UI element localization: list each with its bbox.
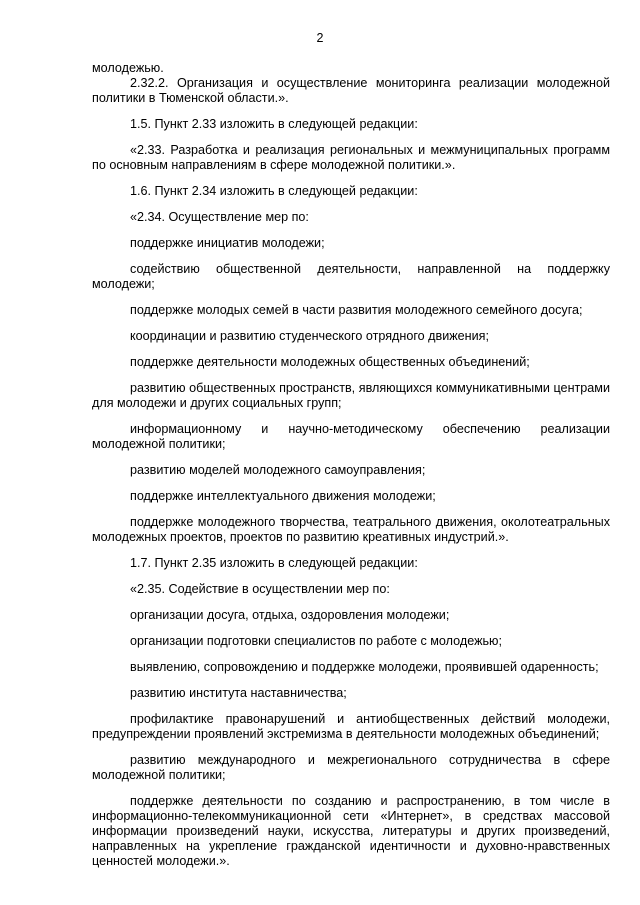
paragraph-15: поддержке молодежного творчества, театрального движения, околотеатральных молодежных проектов, проектов по развитию креативных индустрий.». — [92, 515, 610, 544]
paragraph-22: профилактике правонарушений и антиобщественных действий молодежи, предупреждении проявлений экстремизма в деятельности молодежных объединений; — [92, 712, 610, 741]
paragraph-19: организации подготовки специалистов по работе с молодежью; — [130, 634, 502, 648]
paragraph-5: «2.34. Осуществление мер по: — [130, 210, 309, 224]
paragraph-1: 2.32.2. Организация и осуществление мониторинга реализации молодежной политики в Тюменской области.». — [92, 76, 610, 105]
paragraph-2: 1.5. Пункт 2.33 изложить в следующей редакции: — [130, 117, 418, 131]
paragraph-3: «2.33. Разработка и реализация региональных и межмуниципальных программ по основным направлениям в сфере молодежной политики.». — [92, 143, 610, 172]
paragraph-8: поддержке молодых семей в части развития молодежного семейного досуга; — [130, 303, 583, 317]
paragraph-16: 1.7. Пункт 2.35 изложить в следующей редакции: — [130, 556, 418, 570]
paragraph-6: поддержке инициатив молодежи; — [130, 236, 325, 250]
paragraph-0: молодежью. — [92, 61, 164, 75]
paragraph-4: 1.6. Пункт 2.34 изложить в следующей редакции: — [130, 184, 418, 198]
paragraph-14: поддержке интеллектуального движения молодежи; — [130, 489, 436, 503]
paragraph-23: развитию международного и межрегионального сотрудничества в сфере молодежной политики; — [92, 753, 610, 782]
paragraph-11: развитию общественных пространств, являющихся коммуникативными центрами для молодежи и других социальных групп; — [92, 381, 610, 410]
paragraph-10: поддержке деятельности молодежных общественных объединений; — [130, 355, 530, 369]
paragraph-24: поддержке деятельности по созданию и распространению, в том числе в информационно-телекоммуникационной сети «Интернет», в средствах массовой информации произведений науки, искусства, литературы и других произведений, направленных на укрепление гражданской идентичности и духовно-нравственных ценностей молодежи.». — [92, 794, 610, 868]
paragraph-7: содействию общественной деятельности, направленной на поддержку молодежи; — [92, 262, 610, 291]
paragraph-20: выявлению, сопровождению и поддержке молодежи, проявившей одаренность; — [130, 660, 599, 674]
paragraph-17: «2.35. Содействие в осуществлении мер по: — [130, 582, 390, 596]
paragraph-13: развитию моделей молодежного самоуправления; — [130, 463, 426, 477]
paragraph-12: информационному и научно-методическому обеспечению реализации молодежной политики; — [92, 422, 610, 451]
document-body — [92, 61, 610, 869]
page-number: 2 — [316, 31, 324, 45]
paragraph-18: организации досуга, отдыха, оздоровления молодежи; — [130, 608, 450, 622]
paragraph-21: развитию института наставничества; — [130, 686, 347, 700]
paragraph-9: координации и развитию студенческого отрядного движения; — [130, 329, 489, 343]
